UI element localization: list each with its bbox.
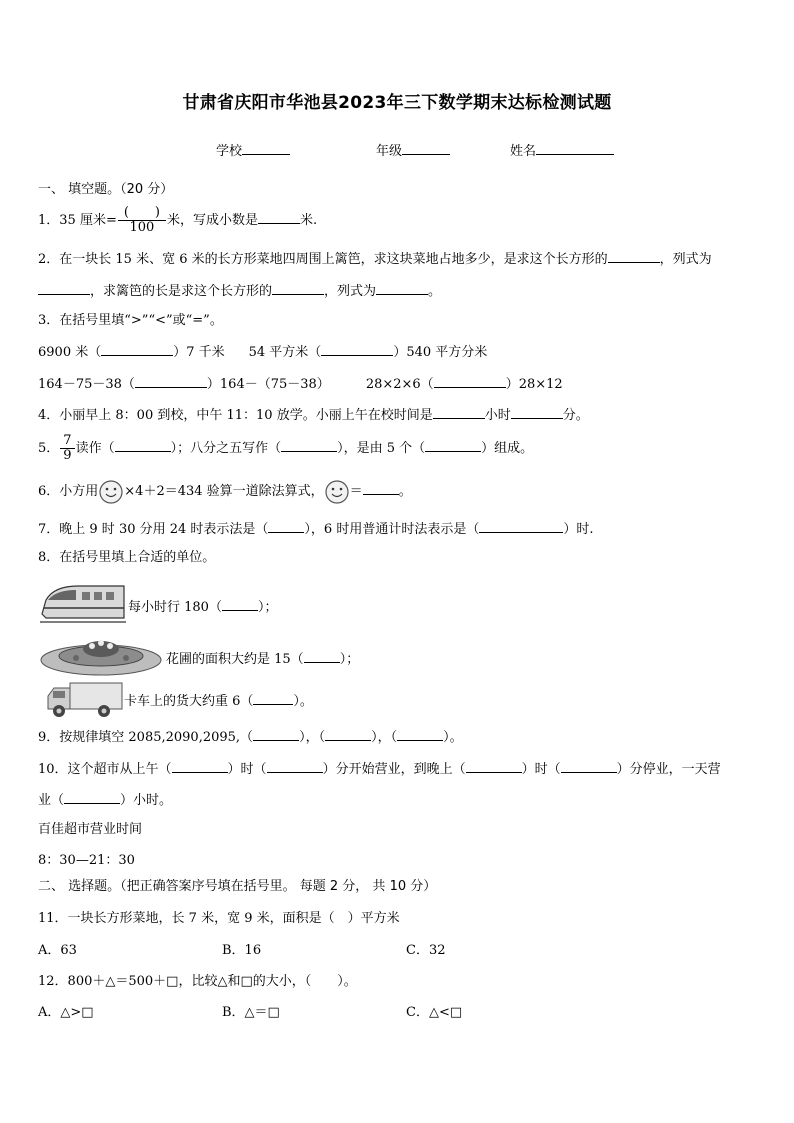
answer-blank[interactable]: [281, 437, 337, 452]
name-label: 姓名: [510, 144, 537, 159]
question-1: 1．35 厘米= $\frac{( )}{100}$ 米，写成小数是 米.: [38, 205, 318, 235]
answer-blank[interactable]: [561, 758, 617, 773]
option-a[interactable]: A．63: [38, 943, 77, 958]
answer-blank[interactable]: [101, 341, 173, 356]
answer-blank[interactable]: [608, 248, 660, 263]
question-8: 8．在括号里填上合适的单位。: [38, 550, 216, 565]
school-label: 学校: [216, 144, 243, 159]
flower-garden-image: [38, 634, 164, 678]
train-image: [38, 580, 128, 628]
question-5: 5． $\frac{7}{9}$ 读作（ ）；八分之五写作（ ），是由 5 个（ ）组成。: [38, 433, 534, 463]
answer-blank[interactable]: [135, 373, 207, 388]
answer-blank[interactable]: [115, 437, 171, 452]
store-sign-title: 百佳超市营业时间: [38, 822, 143, 837]
smiley-icon: [98, 479, 124, 505]
question-4: 4．小丽早上 8：00 到校，中午 11：10 放学。小丽上午在校时间是 小时 分。: [38, 404, 756, 426]
question-7: 7．晚上 9 时 30 分用 24 时表示法是（ ），6 时用普通计时法表示是（ ）时.: [38, 518, 756, 540]
answer-blank[interactable]: [425, 437, 481, 452]
answer-blank[interactable]: [258, 209, 300, 224]
page-title: 甘肃省庆阳市华池县2023年三下数学期末达标检测试题: [182, 93, 612, 113]
smiley-icon: [324, 479, 350, 505]
option-b[interactable]: B．△＝□: [222, 1005, 280, 1020]
section-1-header: 一、 填空题。（20 分）: [38, 182, 174, 197]
truck-image: [44, 680, 124, 720]
answer-blank[interactable]: [434, 373, 506, 388]
answer-blank[interactable]: [64, 789, 120, 804]
answer-blank[interactable]: [304, 648, 340, 663]
fraction: $\frac{( )}{100}$: [118, 206, 166, 235]
question-3: 3．在括号里填“>”“<”或“=”。: [38, 313, 223, 328]
store-sign-hours: 8：30—21：30: [38, 853, 135, 868]
answer-blank[interactable]: [253, 690, 293, 705]
answer-blank[interactable]: [511, 404, 563, 419]
answer-blank[interactable]: [466, 758, 522, 773]
option-c[interactable]: C．32: [406, 943, 446, 958]
option-c[interactable]: C．△<□: [406, 1005, 463, 1020]
answer-blank[interactable]: [38, 280, 90, 295]
question-10: 10．这个超市从上午（ ）时（ ）分开始营业，到晚上（ ）时（ ）分停业，一天营: [38, 758, 756, 780]
answer-blank[interactable]: [376, 280, 428, 295]
answer-blank[interactable]: [222, 596, 258, 611]
answer-blank[interactable]: [397, 726, 443, 741]
fraction: $\frac{7}{9}$: [60, 434, 74, 463]
name-field[interactable]: [510, 140, 614, 159]
grade-label: 年级: [376, 144, 403, 159]
answer-blank[interactable]: [172, 758, 228, 773]
grade-field[interactable]: [376, 140, 450, 159]
answer-blank[interactable]: [321, 341, 393, 356]
question-3-row-2: 164－75－38（ ）164－（75－38） 28×2×6（ ）28×12: [38, 373, 756, 395]
question-11: 11．一块长方形菜地，长 7 米，宽 9 米，面积是（ ）平方米: [38, 911, 400, 926]
answer-blank[interactable]: [253, 726, 299, 741]
answer-blank[interactable]: [363, 480, 399, 495]
question-6: 6．小方用 ×4＋2＝434 验算一道除法算式， ＝ 。: [38, 478, 756, 506]
section-2-header: 二、 选择题。（把正确答案序号填在括号里。 每题 2 分， 共 10 分）: [38, 879, 437, 894]
answer-blank[interactable]: [267, 758, 323, 773]
answer-blank[interactable]: [479, 518, 563, 533]
question-3-row-1: 6900 米（ ）7 千米 54 平方米（ ）540 平方分米: [38, 341, 756, 363]
question-2: 2．在一块长 15 米、宽 6 米的长方形菜地四周围上篱笆，求这块菜地占地多少，是求这个长方形的 ，列式为: [38, 248, 756, 270]
truck-question: 卡车上的货大约重 6（ ）。: [124, 690, 756, 712]
question-12: 12．800＋△＝500＋□，比较△和□的大小，（ ）。: [38, 974, 357, 989]
answer-blank[interactable]: [433, 404, 485, 419]
train-question: 每小时行 180（ ）；: [128, 596, 756, 618]
question-10-line-2: 业（ ）小时。: [38, 789, 756, 811]
question-9: 9．按规律填空 2085,2090,2095,（ ），（ ），（ ）。: [38, 726, 756, 748]
answer-blank[interactable]: [268, 518, 304, 533]
answer-blank[interactable]: [325, 726, 371, 741]
option-b[interactable]: B．16: [222, 943, 262, 958]
school-field[interactable]: [216, 140, 290, 159]
garden-question: 花圃的面积大约是 15（ ）；: [166, 648, 756, 670]
question-2-line-2: ，求篱笆的长是求这个长方形的 ，列式为 。: [38, 280, 756, 302]
answer-blank[interactable]: [272, 280, 324, 295]
option-a[interactable]: A．△>□: [38, 1005, 94, 1020]
